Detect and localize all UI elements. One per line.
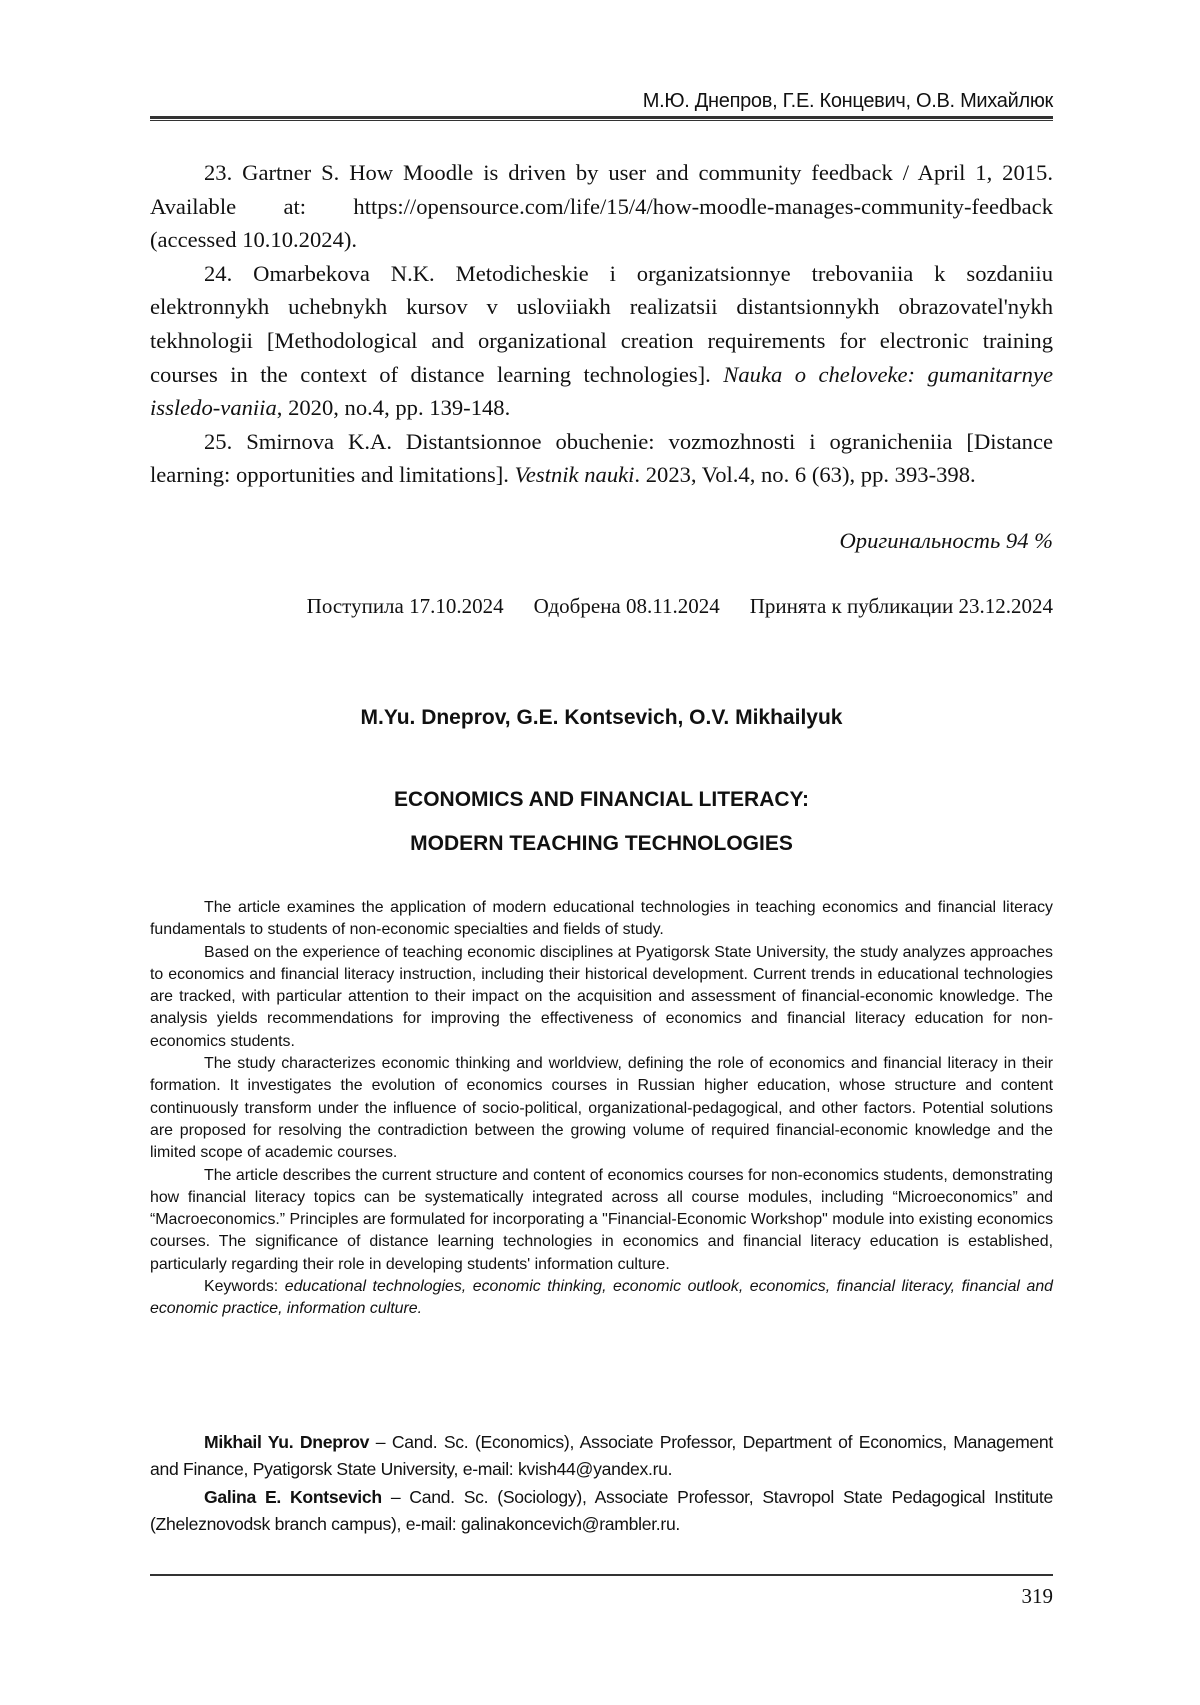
abstract-paragraph: The article describes the current structure and content of economics courses for non-economics students, demonstrating how financial literacy topics can be systematically integrated across all course modules, including “Microeconomics” and “Macroeconomics.” Principles are formulated for incorporating a "Financial-Economic Workshop" module into existing economics courses. The significance of distance learning technologies in economics and financial literacy education is established, particularly regarding their role in developing students' information culture.	[150, 1165, 1053, 1276]
reference-list	[150, 156, 1053, 492]
reference-item	[150, 425, 1053, 492]
author-bios	[150, 1429, 1053, 1539]
footer-rule	[150, 1574, 1053, 1576]
reference-tail: , 2020, no.4, pp. 139-148.	[277, 395, 510, 420]
reference-journal: Vestnik nauki	[515, 462, 635, 487]
title-line: MODERN TEACHING TECHNOLOGIES	[150, 822, 1053, 866]
publication-dates	[150, 594, 1053, 619]
author-name: Mikhail Yu. Dneprov	[204, 1432, 369, 1452]
author-details: – Cand. Sc. (Economics), Associate Professor, Department of Economics, Management and Finance, Pyatigorsk State University, e-mail: kvish44@yandex.ru.	[150, 1432, 1053, 1479]
author-name: Galina E. Kontsevich	[204, 1487, 382, 1507]
abstract-paragraph: The study characterizes economic thinking and worldview, defining the role of economics and finan­cial literacy in their formation. It investigates the evolution of economics courses in Russian higher educa­tion, whose structure and content continuously transform under the influence of socio-political, organiza­tional-pedagogical, and other factors. Potential solutions are proposed for resolving the contradiction be­tween the growing volume of required financial-economic knowledge and the limited scope of academic courses.	[150, 1053, 1053, 1164]
reference-tail: . 2023, Vol.4, no. 6 (63), pp. 393-398.	[634, 462, 975, 487]
reference-item	[150, 257, 1053, 425]
abstract-paragraph: Based on the experience of teaching economic disciplines at Pyatigorsk State University, the study analyzes approaches to economics and financial literacy instruction, including their historical development. Current trends in educational technologies are tracked, with particular attention to their impact on the ac­quisition and assessment of financial-economic knowledge. The analysis yields recommendations for im­proving the effectiveness of economics and financial literacy education for non-economics students.	[150, 942, 1053, 1053]
reference-text: 25. Smirnova K.A. Distantsionnoe obuchenie: vozmozhnosti i ogranicheniia [Distance learning: opportunities and limitations].	[150, 429, 1053, 488]
keywords	[150, 1276, 1053, 1321]
reference-journal: Nauka o cheloveke: gumanitarnye issledo-vaniia	[150, 362, 1053, 421]
reference-text: 24. Omarbekova N.K. Metodicheskie i organizatsionnye trebovaniia k sozdaniiu elektronnykh uchebnykh kursov v usloviiakh realizatsii distantsionnykh obrazova­tel'nykh tekhnologii [Methodological and organizational creation requirements for electronic training courses in the context of distance learning technologies].	[150, 261, 1053, 387]
page-number: 319	[150, 1584, 1053, 1609]
accepted-date: Принята к публикации 23.12.2024	[750, 594, 1053, 619]
approved-date: Одобрена 08.11.2024	[534, 594, 720, 619]
running-head: М.Ю. Днепров, Г.Е. Концевич, О.В. Михайлюк	[150, 90, 1053, 113]
author-details: – Cand. Sc. (Sociology), Associate Professor, Stavropol State Pedagogical Institute (Zheleznovodsk branch campus), e-mail: galinakoncevich@rambler.ru.	[150, 1487, 1053, 1534]
keywords-label: Keywords:	[204, 1278, 285, 1295]
reference-item	[150, 156, 1053, 257]
abstract	[150, 897, 1053, 1321]
originality-note: Оригинальность 94 %	[150, 528, 1053, 554]
keywords-text: educational technologies, economic thinking, economic outlook, economics, financial lit­eracy, financial and economic practice, information culture.	[150, 1278, 1053, 1317]
title-english	[150, 778, 1053, 866]
abstract-paragraph: The article examines the application of modern educational technologies in teaching economics and financial literacy fundamentals to students of non-economic specialties and fields of study.	[150, 897, 1053, 942]
title-line: ECONOMICS AND FINANCIAL LITERACY:	[150, 778, 1053, 822]
author-bio	[150, 1429, 1053, 1484]
reference-text: 23. Gartner S. How Moodle is driven by user and community feedback / April 1, 2015. Available at: https://opensource.com/life/15/4/how-moodle-manages-commu­nity-feedback (accessed 10.10.2024).	[150, 160, 1053, 252]
header-rule	[150, 116, 1053, 121]
authors-english: M.Yu. Dneprov, G.E. Kontsevich, O.V. Mikhailyuk	[150, 706, 1053, 730]
received-date: Поступила 17.10.2024	[307, 594, 504, 619]
author-bio	[150, 1484, 1053, 1539]
